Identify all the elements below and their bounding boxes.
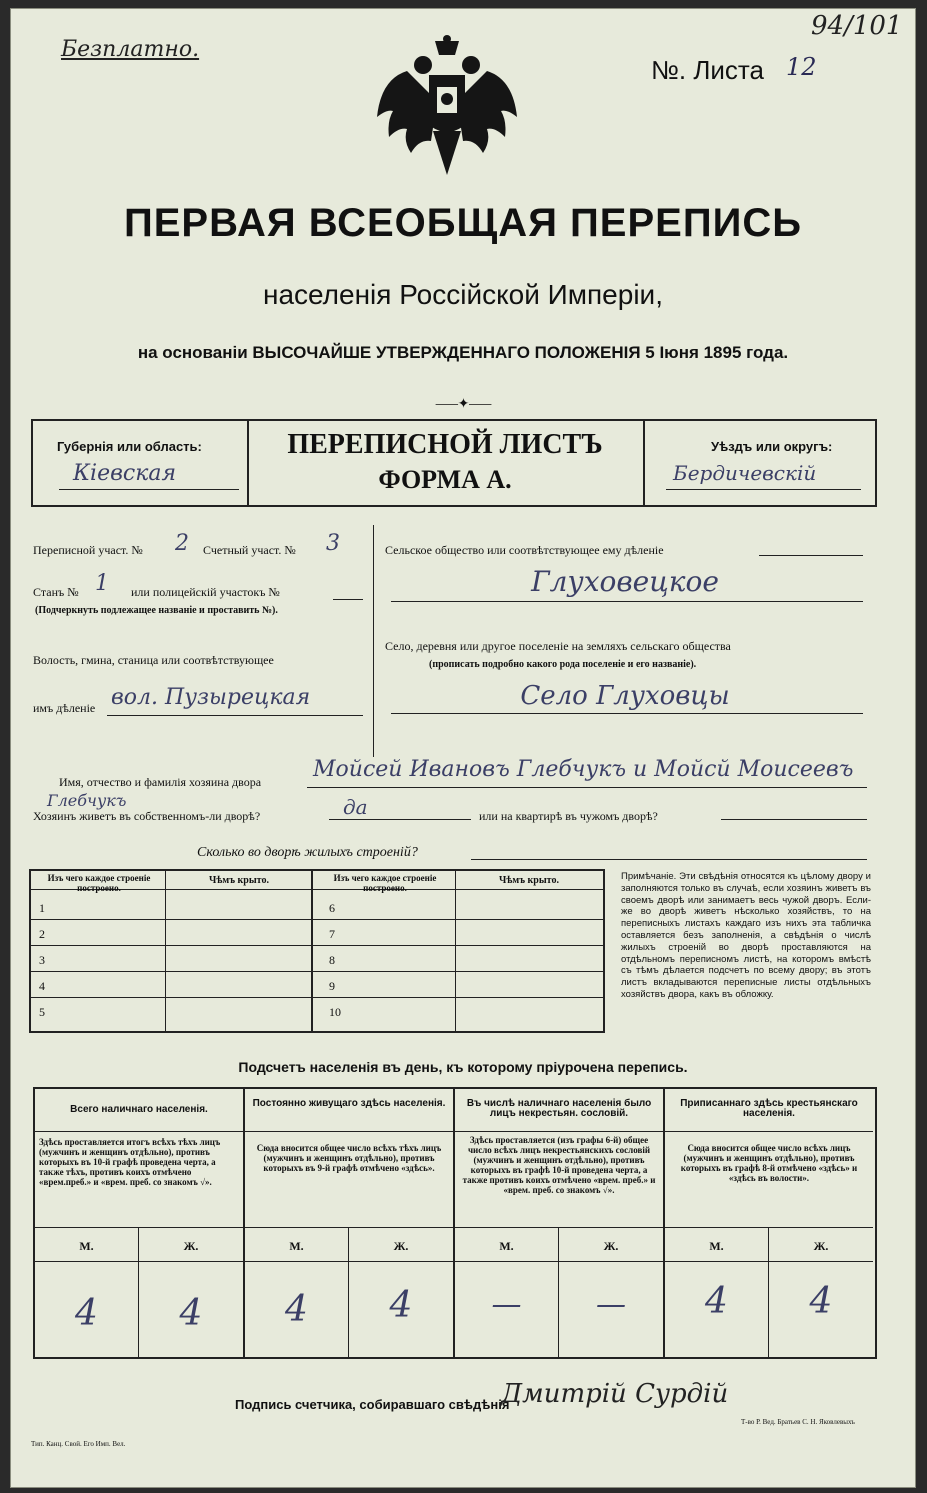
female-label: Ж. xyxy=(603,1239,619,1253)
imperial-eagle-emblem xyxy=(377,35,517,185)
stan-label: Станъ № xyxy=(33,585,79,599)
village-society-value: Глуховецкое xyxy=(531,565,719,598)
volost-value: вол. Пузырецкая xyxy=(111,685,311,710)
uezd-value: Бердичевскій xyxy=(673,461,817,485)
village-society-label: Сельское общество или соотвѣтствующее ему дѣленіе xyxy=(385,543,664,557)
stan-value: 1 xyxy=(95,571,109,596)
decree-line: на основаніи ВЫСОЧАЙШЕ УТВЕРЖДЕННАГО ПОЛОЖЕНІЯ 5 Іюня 1895 года. xyxy=(137,343,789,362)
female-label: Ж. xyxy=(183,1239,199,1253)
count-area-label: Счетный участ. № xyxy=(203,543,296,557)
population-group-header: Всего наличнаго населенія. xyxy=(70,1104,208,1115)
buildings-col1-right: Изъ чего каждое строеніе построено. xyxy=(333,873,437,893)
buildings-label: Сколько во дворѣ жилыхъ строеній? xyxy=(197,845,418,860)
signature-label: Подпись счетчика, собиравшаго свѣдѣнія xyxy=(235,1397,510,1412)
population-group-description: Сюда вносится общее число всѣхъ тѣхъ лицъ (мужчинъ и женщинъ отдѣльно), противъ которыхъ въ 9-й графѣ отмѣчено «здѣсь». xyxy=(256,1143,442,1173)
printer-left: Тип. Канц. Свой. Его Имп. Вел. xyxy=(31,1440,126,1448)
buildings-note: Примѣчаніе. Эти свѣдѣнія относятся къ цѣлому двору и заполняются только въ случаѣ, если хозяинъ живетъ въ своемъ дворѣ или занимаетъ весь чужой дворъ. Если-же во дворѣ живетъ нѣсколько хозяйствъ, то на переписныхъ листахъ каждаго изъ нихъ эта табличка оставляется безъ заполненія, а свѣдѣнія о числѣ жилыхъ строеній во дворѣ проставляются на отдѣльномъ переписномъ листѣ, на которомъ вмѣстѣ съ тѣмъ дѣлается подсчетъ по всему двору; въ этотъ листъ вкладываются переписные листы отдѣльныхъ хозяйствъ двора, какъ въ обложку. xyxy=(621,871,871,1000)
count-value: 4 xyxy=(389,1285,413,1326)
buildings-col2-right: Чѣмъ крыто. xyxy=(499,875,559,886)
ornament-divider: ⸺✦⸺ xyxy=(434,397,492,412)
census-sheet xyxy=(10,8,916,1488)
buildings-row-number: 8 xyxy=(329,953,335,967)
buildings-table xyxy=(29,869,605,1033)
population-group-description: Здѣсь проставляется итогъ всѣхъ тѣхъ лицъ (мужчинъ и женщинъ отдѣльно), противъ которыхъ въ 10-й графѣ проведена черта, а также тѣхъ, противъ коихъ отмѣчено «врем.преб.» и «врем. преб. со знакомъ √». xyxy=(39,1137,221,1187)
gubernia-value: Кіевская xyxy=(73,461,177,486)
subtitle: населенія Россійской Имперіи, xyxy=(263,279,663,310)
buildings-row-number: 3 xyxy=(39,953,45,967)
count-value: — xyxy=(491,1287,522,1322)
free-label: Безплатно. xyxy=(61,37,200,62)
buildings-row-number: 1 xyxy=(39,901,45,915)
population-group-description: Сюда вносится общее число всѣхъ лицъ (мужчинъ и женщинъ отдѣльно), противъ которыхъ въ графѣ 8-й отмѣчено «здѣсь» и «здѣсь въ волости». xyxy=(680,1143,858,1183)
village-value: Село Глуховцы xyxy=(520,681,730,711)
underline-note: (Подчеркнуть подлежащее названіе и проставить №). xyxy=(35,605,278,616)
population-group-header: Въ числѣ наличнаго населенія было лицъ некрестьян. сословій. xyxy=(466,1098,652,1119)
owner-lives-label: Хозяинъ живетъ въ собственномъ-ли дворѣ? xyxy=(33,809,261,823)
count-value: 4 xyxy=(285,1289,308,1330)
form-subtitle: ФОРМА А. xyxy=(378,465,512,494)
female-label: Ж. xyxy=(393,1239,409,1253)
count-value: — xyxy=(596,1287,626,1322)
form-title: ПЕРЕПИСНОЙ ЛИСТЪ xyxy=(287,429,603,460)
count-value: 4 xyxy=(75,1293,98,1334)
sheet-number-label: №. Листа xyxy=(651,55,765,85)
buildings-row-number: 4 xyxy=(39,979,45,993)
rent-label: или на квартирѣ въ чужомъ дворѣ? xyxy=(479,809,658,823)
buildings-row-number: 10 xyxy=(329,1005,341,1019)
count-value: 4 xyxy=(179,1293,203,1334)
male-label: М. xyxy=(709,1239,724,1253)
main-title: ПЕРВАЯ ВСЕОБЩАЯ ПЕРЕПИСЬ xyxy=(124,201,802,245)
owner-lives-value: да xyxy=(343,795,368,819)
count-area-value: 3 xyxy=(326,531,340,556)
police-station-label: или полицейскій участокъ № xyxy=(131,585,280,599)
count-value: 4 xyxy=(705,1281,728,1322)
population-group-header: Постоянно живущаго здѣсь населенія. xyxy=(252,1098,446,1109)
gubernia-label: Губернія или область: xyxy=(57,439,202,454)
volost-label-2: имъ дѣленіе xyxy=(33,701,96,715)
owner-name-label: Имя, отчество и фамилія хозяина двора xyxy=(59,775,262,789)
population-group-header: Приписаннаго здѣсь крестьянскаго населенія. xyxy=(680,1098,858,1119)
male-label: М. xyxy=(499,1239,514,1253)
buildings-row-number: 9 xyxy=(329,979,335,993)
printer-right: Т-во Р. Вед. Братьев С. Н. Яковлевыхъ xyxy=(741,1418,855,1426)
buildings-row-number: 5 xyxy=(39,1005,45,1019)
female-label: Ж. xyxy=(813,1239,829,1253)
sheet-number-value: 12 xyxy=(786,53,817,81)
buildings-row-number: 7 xyxy=(329,927,335,941)
buildings-row-number: 2 xyxy=(39,927,45,941)
buildings-col2-left: Чѣмъ крыто. xyxy=(209,875,269,886)
owner-name-value-2: Глебчукъ xyxy=(47,791,127,810)
owner-name-value: Мойсей Ивановъ Глебчукъ и Мойсй Моисеевъ xyxy=(313,757,854,782)
population-group-description: Здѣсь проставляется (изъ графы 6-й) общее число всѣхъ лицъ некрестьянскихъ сословій (мужчинъ и женщинъ отдѣльно), противъ которыхъ въ графѣ 10-й проведена черта, а также противъ коихъ отмѣчено «врем. преб.» и «врем. преб. со знакомъ √». xyxy=(462,1135,656,1195)
count-value: 4 xyxy=(809,1281,833,1322)
census-area-value: 2 xyxy=(175,531,189,556)
buildings-row-number: 6 xyxy=(329,901,335,915)
uezd-label: Уѣздъ или округъ: xyxy=(711,439,833,454)
signature-value: Дмитрій Сурдій xyxy=(501,1379,729,1409)
buildings-col1-left: Изъ чего каждое строеніе построено. xyxy=(47,873,151,893)
male-label: М. xyxy=(289,1239,304,1253)
male-label: М. xyxy=(79,1239,94,1253)
population-title: Подсчетъ населенія въ день, къ которому пріурочена перепись. xyxy=(238,1059,688,1075)
village-label: Село, деревня или другое поселеніе на земляхъ сельскаго общества xyxy=(385,639,731,653)
census-area-label: Переписной участ. № xyxy=(33,543,143,557)
village-note: (прописать подробно какого рода поселеніе и его названіе). xyxy=(429,659,697,670)
archive-number: 94/101 xyxy=(811,11,903,41)
volost-label: Волость, гмина, станица или соотвѣтствующее xyxy=(33,653,274,667)
